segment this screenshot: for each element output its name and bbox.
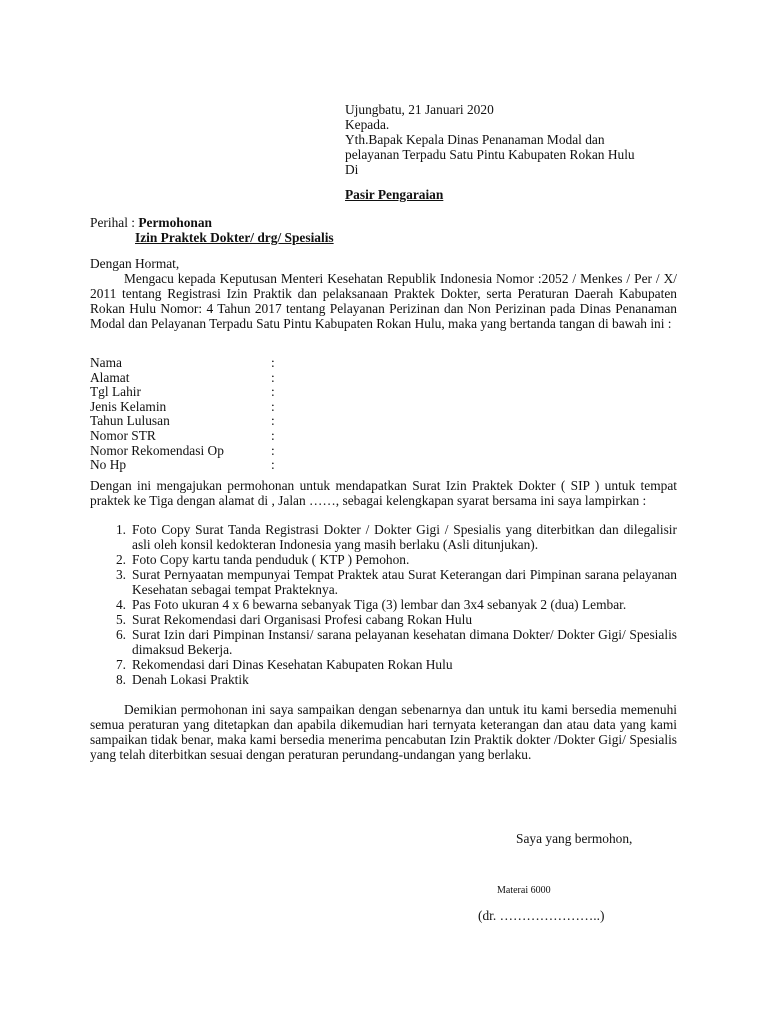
list-item-text: Pas Foto ukuran 4 x 6 bewarna sebanyak Tiga (3) lembar dan 3x4 sebanyak 2 (dua) Lembar. [132, 597, 627, 612]
list-item [90, 567, 677, 597]
list-item-text: Rekomendasi dari Dinas Kesehatan Kabupaten Rokan Hulu [132, 657, 453, 672]
list-item-number: 1. [115, 522, 126, 537]
list-item-number: 8. [115, 672, 126, 687]
field-label: Nama [90, 355, 122, 370]
list-item-text: Denah Lokasi Praktik [132, 672, 249, 687]
field-row [90, 413, 390, 428]
letter-header [345, 102, 715, 177]
list-item [90, 612, 677, 627]
field-label: Jenis Kelamin [90, 398, 167, 414]
list-item [90, 552, 677, 567]
list-item [90, 627, 677, 657]
list-item-text: Foto Copy Surat Tanda Registrasi Dokter / Dokter Gigi / Spesialis yang diterbitkan dan dilegalisir asli oleh konsil kedokteran Indonesia yang masih berlaku (Asli ditunjukan). [132, 522, 677, 552]
subject-line-2: Izin Praktek Dokter/ drg/ Spesialis [135, 230, 334, 245]
field-row [90, 355, 390, 370]
letter-date: Ujungbatu, 21 Januari 2020 [345, 102, 494, 117]
field-row [90, 399, 390, 414]
greeting: Dengan Hormat, [90, 256, 180, 271]
field-row [90, 370, 390, 385]
subject-line-1: Permohonan [138, 215, 213, 230]
letter-to: Kepada. [345, 117, 390, 132]
list-item [90, 522, 677, 552]
list-item-text: Surat Pernyaatan mempunyai Tempat Praktek atau Surat Keterangan dari Pimpinan sarana pelayanan Kesehatan sebagai tempat Prakteknya. [132, 567, 677, 597]
field-separator: : [271, 457, 275, 473]
list-item-number: 2. [115, 552, 126, 567]
field-separator: : [271, 398, 275, 414]
addressee-at: Di [345, 162, 359, 177]
field-separator: : [271, 355, 275, 370]
field-row [90, 428, 390, 443]
list-item [90, 657, 677, 672]
stamp-duty-note: Materai 6000 [497, 885, 551, 896]
field-label: Alamat [90, 369, 130, 385]
field-row [90, 457, 390, 472]
closing-salutation: Saya yang bermohon, [516, 831, 633, 846]
addressee-line-1: Yth.Bapak Kepala Dinas Penanaman Modal dan [345, 132, 605, 147]
field-label: Nomor Rekomendasi Op [90, 442, 224, 458]
field-row [90, 384, 390, 399]
applicant-fields [90, 355, 390, 472]
field-separator: : [271, 442, 275, 458]
list-item-number: 5. [115, 612, 126, 627]
destination-city: Pasir Pengaraian [345, 187, 444, 202]
request-paragraph [90, 478, 677, 508]
list-item-text: Foto Copy kartu tanda penduduk ( KTP ) Pemohon. [132, 552, 410, 567]
field-label: No Hp [90, 457, 127, 473]
field-label: Tgl Lahir [90, 384, 141, 400]
list-item-number: 7. [115, 657, 126, 672]
field-separator: : [271, 384, 275, 400]
attachment-list [90, 522, 677, 687]
closing-paragraph-text: Demikian permohonan ini saya sampaikan dengan sebenarnya dan untuk itu kami bersedia memenuhi semua peraturan yang ditetapkan dan apabila dikemudian hari ternyata keterangan dan atau data yang kami sampaikan tidak benar, maka kami bersedia menerima pencabutan Izin Praktik dokter /Dokter Gigi/ Spesialis yang telah diterbitkan sesuai dengan peraturan perundang-undangan yang berlaku. [90, 702, 677, 762]
subject-block [90, 215, 334, 245]
field-separator: : [271, 369, 275, 385]
field-separator: : [271, 427, 275, 443]
opening-paragraph [90, 271, 677, 331]
addressee-line-2: pelayanan Terpadu Satu Pintu Kabupaten Rokan Hulu [345, 147, 635, 162]
request-paragraph-text: Dengan ini mengajukan permohonan untuk mendapatkan Surat Izin Praktek Dokter ( SIP ) untuk tempat praktek ke Tiga dengan alamat di , Jalan ……, sebagai kelengkapan syarat bersama ini saya lampirkan : [90, 478, 677, 508]
list-item-number: 6. [115, 627, 126, 642]
list-item-text: Surat Rekomendasi dari Organisasi Profesi cabang Rokan Hulu [132, 612, 473, 627]
list-item [90, 597, 677, 612]
list-item-number: 3. [115, 567, 126, 582]
field-label: Tahun Lulusan [90, 413, 170, 429]
list-item [90, 672, 677, 687]
subject-label: Perihal : [90, 215, 139, 230]
opening-paragraph-text: Mengacu kepada Keputusan Menteri Kesehatan Republik Indonesia Nomor :2052 / Menkes / Per / X/ 2011 tentang Registrasi Izin Praktik dan pelaksanaan Praktek Dokter, serta Peraturan Daerah Kabupaten Rokan Hulu Nomor: 4 Tahun 2017 tentang Pelayanan Perizinan dan Non Perizinan pada Dinas Penanaman Modal dan Pelayanan Terpadu Satu Pintu Kabupaten Rokan Hulu, maka yang bertanda tangan di bawah ini : [90, 271, 677, 331]
field-label: Nomor STR [90, 427, 156, 443]
field-separator: : [271, 413, 275, 429]
field-row [90, 443, 390, 458]
list-item-number: 4. [115, 597, 126, 612]
closing-paragraph [90, 702, 677, 762]
signature-line: (dr. …………………..) [478, 908, 605, 923]
list-item-text: Surat Izin dari Pimpinan Instansi/ sarana pelayanan kesehatan dimana Dokter/ Dokter Gigi/ Spesialis dimaksud Bekerja. [132, 627, 677, 657]
